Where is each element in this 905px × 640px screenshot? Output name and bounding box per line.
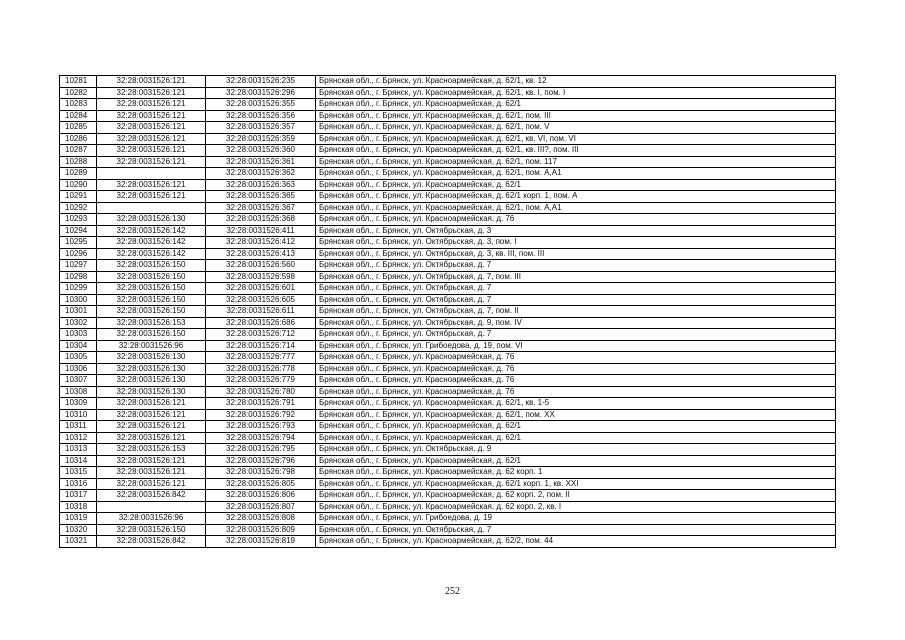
row-number-cell: 10318 xyxy=(60,501,97,513)
row-number-cell: 10299 xyxy=(60,283,97,295)
row-number-cell: 10284 xyxy=(60,110,97,122)
address-cell: Брянская обл., г. Брянск, ул. Красноармейская, д. 62/1 xyxy=(316,455,836,467)
cadastral-number-cell: 32:28:0031526:365 xyxy=(206,191,316,203)
cadastral-number-cell: 32:28:0031526:712 xyxy=(206,329,316,341)
address-cell: Брянская обл., г. Брянск, ул. Красноармейская, д. 76 xyxy=(316,352,836,364)
address-cell: Брянская обл., г. Брянск, ул. Грибоедова, д. 19, пом. VI xyxy=(316,340,836,352)
table-row xyxy=(60,444,836,456)
cadastral-number-cell: 32:28:0031526:296 xyxy=(206,87,316,99)
records-table xyxy=(59,75,836,548)
row-number-cell: 10300 xyxy=(60,294,97,306)
row-number-cell: 10297 xyxy=(60,260,97,272)
address-cell: Брянская обл., г. Брянск, ул. Красноармейская, д. 62 корп. 1 xyxy=(316,467,836,479)
address-cell: Брянская обл., г. Брянск, ул. Красноармейская, д. 62/1 xyxy=(316,421,836,433)
parent-cadastral-number-cell: 32:28:0031526:150 xyxy=(97,306,206,318)
address-cell: Брянская обл., г. Брянск, ул. Красноармейская, д. 62/1, пом. А,А1 xyxy=(316,202,836,214)
cadastral-number-cell: 32:28:0031526:809 xyxy=(206,524,316,536)
address-cell: Брянская обл., г. Брянск, ул. Грибоедова, д. 19 xyxy=(316,513,836,525)
parent-cadastral-number-cell: 32:28:0031526:130 xyxy=(97,352,206,364)
table-row xyxy=(60,99,836,111)
parent-cadastral-number-cell: 32:28:0031526:121 xyxy=(97,122,206,134)
parent-cadastral-number-cell: 32:28:0031526:121 xyxy=(97,110,206,122)
parent-cadastral-number-cell: 32:28:0031526:842 xyxy=(97,490,206,502)
address-cell: Брянская обл., г. Брянск, ул. Октябрьская, д. 3, пом. I xyxy=(316,237,836,249)
table-row xyxy=(60,156,836,168)
table-row xyxy=(60,340,836,352)
parent-cadastral-number-cell: 32:28:0031526:121 xyxy=(97,455,206,467)
address-cell: Брянская обл., г. Брянск, ул. Красноармейская, д. 76 xyxy=(316,375,836,387)
row-number-cell: 10294 xyxy=(60,225,97,237)
row-number-cell: 10292 xyxy=(60,202,97,214)
parent-cadastral-number-cell: 32:28:0031526:130 xyxy=(97,386,206,398)
table-row xyxy=(60,248,836,260)
parent-cadastral-number-cell: 32:28:0031526:121 xyxy=(97,467,206,479)
cadastral-number-cell: 32:28:0031526:795 xyxy=(206,444,316,456)
cadastral-number-cell: 32:28:0031526:791 xyxy=(206,398,316,410)
row-number-cell: 10290 xyxy=(60,179,97,191)
table-row xyxy=(60,225,836,237)
row-number-cell: 10314 xyxy=(60,455,97,467)
address-cell: Брянская обл., г. Брянск, ул. Красноармейская, д. 62/1, кв. VI, пом. VI xyxy=(316,133,836,145)
parent-cadastral-number-cell xyxy=(97,202,206,214)
row-number-cell: 10281 xyxy=(60,76,97,88)
table-row xyxy=(60,110,836,122)
row-number-cell: 10319 xyxy=(60,513,97,525)
cadastral-number-cell: 32:28:0031526:412 xyxy=(206,237,316,249)
table-row xyxy=(60,237,836,249)
address-cell: Брянская обл., г. Брянск, ул. Октябрьская, д. 3, кв. III, пом. III xyxy=(316,248,836,260)
row-number-cell: 10305 xyxy=(60,352,97,364)
cadastral-number-cell: 32:28:0031526:362 xyxy=(206,168,316,180)
parent-cadastral-number-cell xyxy=(97,501,206,513)
cadastral-number-cell: 32:28:0031526:779 xyxy=(206,375,316,387)
parent-cadastral-number-cell: 32:28:0031526:153 xyxy=(97,444,206,456)
row-number-cell: 10304 xyxy=(60,340,97,352)
address-cell: Брянская обл., г. Брянск, ул. Красноармейская, д. 62/2, пом. 44 xyxy=(316,536,836,548)
address-cell: Брянская обл., г. Брянск, ул. Октябрьская, д. 7 xyxy=(316,283,836,295)
table-row xyxy=(60,145,836,157)
parent-cadastral-number-cell: 32:28:0031526:150 xyxy=(97,294,206,306)
row-number-cell: 10312 xyxy=(60,432,97,444)
parent-cadastral-number-cell: 32:28:0031526:121 xyxy=(97,421,206,433)
row-number-cell: 10310 xyxy=(60,409,97,421)
table-row xyxy=(60,352,836,364)
cadastral-number-cell: 32:28:0031526:368 xyxy=(206,214,316,226)
row-number-cell: 10316 xyxy=(60,478,97,490)
table-row xyxy=(60,179,836,191)
address-cell: Брянская обл., г. Брянск, ул. Красноармейская, д. 62/1, кв. 1-5 xyxy=(316,398,836,410)
parent-cadastral-number-cell: 32:28:0031526:121 xyxy=(97,133,206,145)
parent-cadastral-number-cell: 32:28:0031526:121 xyxy=(97,409,206,421)
row-number-cell: 10296 xyxy=(60,248,97,260)
row-number-cell: 10298 xyxy=(60,271,97,283)
parent-cadastral-number-cell: 32:28:0031526:150 xyxy=(97,271,206,283)
table-row xyxy=(60,455,836,467)
table-row xyxy=(60,329,836,341)
address-cell: Брянская обл., г. Брянск, ул. Октябрьская, д. 7, пом. II xyxy=(316,306,836,318)
parent-cadastral-number-cell: 32:28:0031526:121 xyxy=(97,398,206,410)
address-cell: Брянская обл., г. Брянск, ул. Красноармейская, д. 62/1, пом. XX xyxy=(316,409,836,421)
table-row xyxy=(60,375,836,387)
parent-cadastral-number-cell: 32:28:0031526:150 xyxy=(97,329,206,341)
row-number-cell: 10291 xyxy=(60,191,97,203)
row-number-cell: 10285 xyxy=(60,122,97,134)
parent-cadastral-number-cell: 32:28:0031526:842 xyxy=(97,536,206,548)
parent-cadastral-number-cell: 32:28:0031526:150 xyxy=(97,283,206,295)
table-row xyxy=(60,202,836,214)
parent-cadastral-number-cell: 32:28:0031526:121 xyxy=(97,179,206,191)
parent-cadastral-number-cell xyxy=(97,168,206,180)
cadastral-number-cell: 32:28:0031526:598 xyxy=(206,271,316,283)
cadastral-number-cell: 32:28:0031526:611 xyxy=(206,306,316,318)
parent-cadastral-number-cell: 32:28:0031526:121 xyxy=(97,156,206,168)
cadastral-number-cell: 32:28:0031526:367 xyxy=(206,202,316,214)
cadastral-number-cell: 32:28:0031526:798 xyxy=(206,467,316,479)
table-row xyxy=(60,191,836,203)
cadastral-number-cell: 32:28:0031526:806 xyxy=(206,490,316,502)
address-cell: Брянская обл., г. Брянск, ул. Красноармейская, д. 76 xyxy=(316,214,836,226)
table-row xyxy=(60,490,836,502)
address-cell: Брянская обл., г. Брянск, ул. Октябрьская, д. 7, пом. III xyxy=(316,271,836,283)
cadastral-number-cell: 32:28:0031526:605 xyxy=(206,294,316,306)
address-cell: Брянская обл., г. Брянск, ул. Красноармейская, д. 62/1 xyxy=(316,179,836,191)
table-row xyxy=(60,260,836,272)
table-row xyxy=(60,271,836,283)
address-cell: Брянская обл., г. Брянск, ул. Октябрьская, д. 7 xyxy=(316,294,836,306)
address-cell: Брянская обл., г. Брянск, ул. Красноармейская, д. 76 xyxy=(316,363,836,375)
cadastral-number-cell: 32:28:0031526:714 xyxy=(206,340,316,352)
address-cell: Брянская обл., г. Брянск, ул. Октябрьская, д. 7 xyxy=(316,524,836,536)
address-cell: Брянская обл., г. Брянск, ул. Красноармейская, д. 76 xyxy=(316,386,836,398)
address-cell: Брянская обл., г. Брянск, ул. Красноармейская, д. 62/1 корп. 1, пом. А xyxy=(316,191,836,203)
cadastral-number-cell: 32:28:0031526:356 xyxy=(206,110,316,122)
cadastral-number-cell: 32:28:0031526:808 xyxy=(206,513,316,525)
address-cell: Брянская обл., г. Брянск, ул. Октябрьская, д. 7 xyxy=(316,329,836,341)
row-number-cell: 10282 xyxy=(60,87,97,99)
cadastral-number-cell: 32:28:0031526:411 xyxy=(206,225,316,237)
parent-cadastral-number-cell: 32:28:0031526:150 xyxy=(97,524,206,536)
table-row xyxy=(60,524,836,536)
cadastral-number-cell: 32:28:0031526:363 xyxy=(206,179,316,191)
cadastral-number-cell: 32:28:0031526:778 xyxy=(206,363,316,375)
address-cell: Брянская обл., г. Брянск, ул. Красноармейская, д. 62/1, пом. А,А1 xyxy=(316,168,836,180)
parent-cadastral-number-cell: 32:28:0031526:121 xyxy=(97,87,206,99)
table-row xyxy=(60,87,836,99)
row-number-cell: 10313 xyxy=(60,444,97,456)
row-number-cell: 10308 xyxy=(60,386,97,398)
address-cell: Брянская обл., г. Брянск, ул. Красноармейская, д. 62/1, кв. I, пом. I xyxy=(316,87,836,99)
cadastral-number-cell: 32:28:0031526:805 xyxy=(206,478,316,490)
parent-cadastral-number-cell: 32:28:0031526:121 xyxy=(97,478,206,490)
table-row xyxy=(60,133,836,145)
table-row xyxy=(60,432,836,444)
row-number-cell: 10311 xyxy=(60,421,97,433)
cadastral-number-cell: 32:28:0031526:686 xyxy=(206,317,316,329)
row-number-cell: 10315 xyxy=(60,467,97,479)
table-row xyxy=(60,306,836,318)
table-row xyxy=(60,283,836,295)
table-row xyxy=(60,122,836,134)
parent-cadastral-number-cell: 32:28:0031526:142 xyxy=(97,237,206,249)
row-number-cell: 10302 xyxy=(60,317,97,329)
cadastral-number-cell: 32:28:0031526:780 xyxy=(206,386,316,398)
address-cell: Брянская обл., г. Брянск, ул. Красноармейская, д. 62/1, пом. 117 xyxy=(316,156,836,168)
table-row xyxy=(60,317,836,329)
table-row xyxy=(60,513,836,525)
cadastral-number-cell: 32:28:0031526:819 xyxy=(206,536,316,548)
address-cell: Брянская обл., г. Брянск, ул. Красноармейская, д. 62/1 корп. 1, кв. XXI xyxy=(316,478,836,490)
parent-cadastral-number-cell: 32:28:0031526:121 xyxy=(97,145,206,157)
parent-cadastral-number-cell: 32:28:0031526:153 xyxy=(97,317,206,329)
cadastral-number-cell: 32:28:0031526:361 xyxy=(206,156,316,168)
table-row xyxy=(60,76,836,88)
cadastral-number-cell: 32:28:0031526:777 xyxy=(206,352,316,364)
address-cell: Брянская обл., г. Брянск, ул. Красноармейская, д. 62 корп. 2, кв. I xyxy=(316,501,836,513)
address-cell: Брянская обл., г. Брянск, ул. Октябрьская, д. 3 xyxy=(316,225,836,237)
row-number-cell: 10320 xyxy=(60,524,97,536)
row-number-cell: 10283 xyxy=(60,99,97,111)
parent-cadastral-number-cell: 32:28:0031526:121 xyxy=(97,191,206,203)
cadastral-number-cell: 32:28:0031526:601 xyxy=(206,283,316,295)
table-row xyxy=(60,421,836,433)
table-row xyxy=(60,363,836,375)
row-number-cell: 10293 xyxy=(60,214,97,226)
row-number-cell: 10307 xyxy=(60,375,97,387)
table-row xyxy=(60,409,836,421)
cadastral-number-cell: 32:28:0031526:560 xyxy=(206,260,316,272)
records-table-body xyxy=(60,76,836,548)
address-cell: Брянская обл., г. Брянск, ул. Красноармейская, д. 62/1 xyxy=(316,99,836,111)
row-number-cell: 10287 xyxy=(60,145,97,157)
cadastral-number-cell: 32:28:0031526:796 xyxy=(206,455,316,467)
parent-cadastral-number-cell: 32:28:0031526:96 xyxy=(97,513,206,525)
table-row xyxy=(60,168,836,180)
cadastral-number-cell: 32:28:0031526:235 xyxy=(206,76,316,88)
page-number: 252 xyxy=(445,586,460,597)
row-number-cell: 10321 xyxy=(60,536,97,548)
cadastral-number-cell: 32:28:0031526:792 xyxy=(206,409,316,421)
table-row xyxy=(60,478,836,490)
table-row xyxy=(60,501,836,513)
cadastral-number-cell: 32:28:0031526:413 xyxy=(206,248,316,260)
cadastral-number-cell: 32:28:0031526:359 xyxy=(206,133,316,145)
parent-cadastral-number-cell: 32:28:0031526:150 xyxy=(97,260,206,272)
address-cell: Брянская обл., г. Брянск, ул. Октябрьская, д. 9 xyxy=(316,444,836,456)
parent-cadastral-number-cell: 32:28:0031526:142 xyxy=(97,225,206,237)
table-row xyxy=(60,398,836,410)
address-cell: Брянская обл., г. Брянск, ул. Октябрьская, д. 7 xyxy=(316,260,836,272)
cadastral-number-cell: 32:28:0031526:357 xyxy=(206,122,316,134)
parent-cadastral-number-cell: 32:28:0031526:130 xyxy=(97,375,206,387)
table-row xyxy=(60,214,836,226)
parent-cadastral-number-cell: 32:28:0031526:121 xyxy=(97,99,206,111)
row-number-cell: 10289 xyxy=(60,168,97,180)
cadastral-number-cell: 32:28:0031526:794 xyxy=(206,432,316,444)
row-number-cell: 10303 xyxy=(60,329,97,341)
parent-cadastral-number-cell: 32:28:0031526:121 xyxy=(97,76,206,88)
row-number-cell: 10295 xyxy=(60,237,97,249)
address-cell: Брянская обл., г. Брянск, ул. Октябрьская, д. 9, пом. IV xyxy=(316,317,836,329)
parent-cadastral-number-cell: 32:28:0031526:130 xyxy=(97,363,206,375)
cadastral-number-cell: 32:28:0031526:793 xyxy=(206,421,316,433)
parent-cadastral-number-cell: 32:28:0031526:142 xyxy=(97,248,206,260)
table-row xyxy=(60,467,836,479)
row-number-cell: 10301 xyxy=(60,306,97,318)
table-row xyxy=(60,386,836,398)
row-number-cell: 10288 xyxy=(60,156,97,168)
address-cell: Брянская обл., г. Брянск, ул. Красноармейская, д. 62/1 xyxy=(316,432,836,444)
address-cell: Брянская обл., г. Брянск, ул. Красноармейская, д. 62/1, пом. III xyxy=(316,110,836,122)
row-number-cell: 10286 xyxy=(60,133,97,145)
parent-cadastral-number-cell: 32:28:0031526:130 xyxy=(97,214,206,226)
cadastral-number-cell: 32:28:0031526:355 xyxy=(206,99,316,111)
address-cell: Брянская обл., г. Брянск, ул. Красноармейская, д. 62/1, кв. 12 xyxy=(316,76,836,88)
parent-cadastral-number-cell: 32:28:0031526:96 xyxy=(97,340,206,352)
row-number-cell: 10309 xyxy=(60,398,97,410)
address-cell: Брянская обл., г. Брянск, ул. Красноармейская, д. 62/1, пом. V xyxy=(316,122,836,134)
address-cell: Брянская обл., г. Брянск, ул. Красноармейская, д. 62/1, кв. III?, пом. III xyxy=(316,145,836,157)
parent-cadastral-number-cell: 32:28:0031526:121 xyxy=(97,432,206,444)
row-number-cell: 10306 xyxy=(60,363,97,375)
table-row xyxy=(60,294,836,306)
cadastral-number-cell: 32:28:0031526:807 xyxy=(206,501,316,513)
address-cell: Брянская обл., г. Брянск, ул. Красноармейская, д. 62 корп. 2, пом. II xyxy=(316,490,836,502)
table-row xyxy=(60,536,836,548)
row-number-cell: 10317 xyxy=(60,490,97,502)
cadastral-number-cell: 32:28:0031526:360 xyxy=(206,145,316,157)
